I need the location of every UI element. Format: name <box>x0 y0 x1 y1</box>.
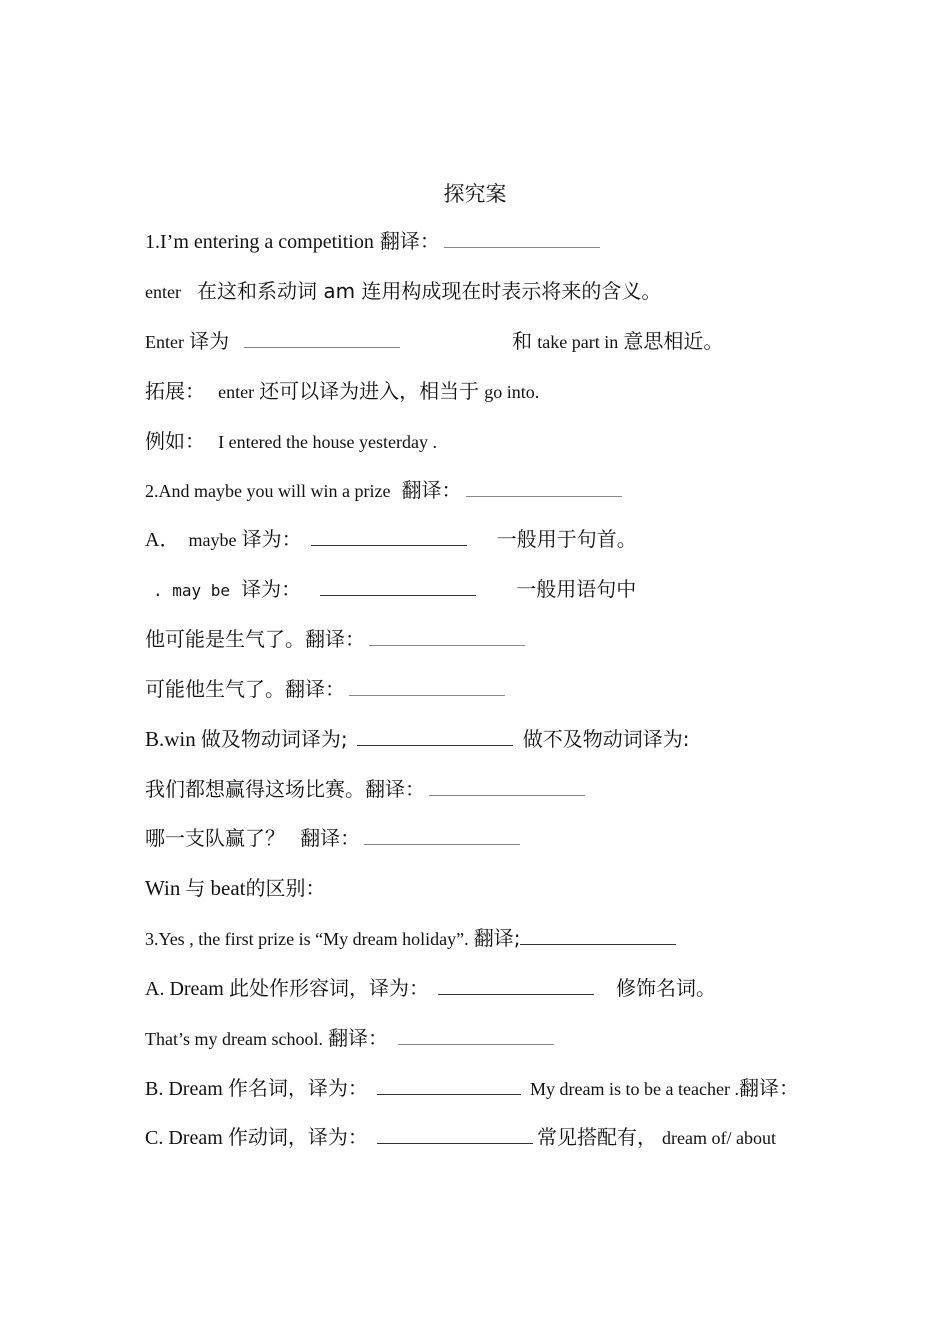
q2-sentence: 2.And maybe you will win a prize <box>145 481 391 501</box>
q3-c-text: 作动词，译为： <box>227 1125 368 1149</box>
q3-b-text: 作名词，译为： <box>227 1076 368 1100</box>
q3-a-line <box>145 973 716 1003</box>
q3-a-after: 修饰名词。 <box>616 976 717 1000</box>
q1-enter-translate: 译为 <box>189 329 230 353</box>
q2-ex4-question: 哪一支队赢了？ <box>145 826 285 850</box>
q2-a-maybe: maybe <box>188 530 237 550</box>
q1-enter-line <box>145 326 723 356</box>
q3-c-collocation: dream of/ about <box>662 1128 777 1148</box>
q3-a-label: A. Dream <box>145 978 224 1000</box>
q2-ex4-blank[interactable] <box>364 830 520 845</box>
q2-win-intrans: 做不及物动词译为: <box>522 727 690 751</box>
q2-b-translate: 译为： <box>241 577 302 601</box>
q2-ex1: 他可能是生气了。翻译： <box>145 627 365 651</box>
q1-sentence: 1.I’m entering a competition <box>145 231 374 253</box>
q1-note-line <box>145 276 661 306</box>
q1-translate-label: 翻译： <box>379 229 440 253</box>
q2-a-usage: 一般用于句首。 <box>496 527 637 551</box>
q2-b-blank[interactable] <box>320 581 476 596</box>
q2-ex4-line <box>145 823 524 853</box>
q2-ex1-line <box>145 624 529 654</box>
q2-win-label: B.win <box>145 727 196 751</box>
q2-win-beat-en2: beat <box>210 876 246 900</box>
q3-b-example-label: 翻译： <box>738 1076 799 1100</box>
q1-expand-line <box>145 376 539 406</box>
q2-a-line <box>145 524 637 554</box>
q2-ex1-blank[interactable] <box>369 631 525 646</box>
q3-a-example: That’s my dream school. <box>145 1029 323 1049</box>
q3-a-blank[interactable] <box>438 980 594 995</box>
q3-sentence: 3.Yes , the first prize is “My dream holiday”. <box>145 929 469 949</box>
q1-expand-enter: enter <box>218 382 255 402</box>
q2-b-line <box>145 574 636 604</box>
q2-win-trans-blank[interactable] <box>357 731 513 746</box>
q3-b-label: B. Dream <box>145 1078 223 1100</box>
q2-win-trans: 做及物动词译为; <box>200 727 348 751</box>
q3-a-text: 此处作形容词，译为： <box>228 976 429 1000</box>
q3-b-line <box>145 1073 799 1103</box>
q1-expand-label: 拓展： <box>145 379 205 403</box>
q3-c-blank[interactable] <box>377 1129 533 1144</box>
q2-ex2-line <box>145 674 509 704</box>
q2-ex2-blank[interactable] <box>349 681 505 696</box>
q1-note-enter: enter <box>145 282 181 302</box>
q3-c-after: 常见搭配有， <box>536 1125 657 1149</box>
q3-sentence-line <box>145 923 680 953</box>
q3-b-example: My dream is to be a teacher . <box>530 1079 739 1099</box>
q2-answer-blank[interactable] <box>466 482 622 497</box>
q2-ex2: 可能他生气了。翻译： <box>145 677 345 701</box>
q2-win-line <box>145 724 689 754</box>
q2-win-beat-line <box>145 873 326 903</box>
q2-ex4-label: 翻译： <box>300 826 361 850</box>
q3-c-line <box>145 1122 776 1152</box>
q1-similar-meaning: 意思相近。 <box>623 329 724 353</box>
q2-ex3-blank[interactable] <box>429 781 585 796</box>
q1-enter-blank[interactable] <box>244 333 400 348</box>
q1-enter-similar: 和 <box>512 329 533 353</box>
q1-sentence-line <box>145 226 604 256</box>
q3-answer-blank[interactable] <box>520 930 676 945</box>
q2-win-beat-en1: Win <box>145 876 181 900</box>
q3-c-label: C. Dream <box>145 1127 223 1149</box>
q1-example-line <box>145 426 437 456</box>
q1-enter-label: Enter <box>145 332 184 352</box>
q2-b-label: . may be <box>153 581 231 600</box>
q2-a-blank[interactable] <box>311 531 467 546</box>
q1-answer-blank[interactable] <box>444 233 600 248</box>
q2-ex3-line <box>145 774 589 804</box>
q3-a-example-blank[interactable] <box>398 1030 554 1045</box>
q1-note-meaning: 在这和系动词 am 连用构成现在时表示将来的含义。 <box>196 279 662 303</box>
q3-b-blank[interactable] <box>377 1080 521 1095</box>
q2-b-usage: 一般用语句中 <box>516 577 637 601</box>
q2-translate-label: 翻译： <box>401 478 462 502</box>
q1-go-into: go into. <box>484 382 540 402</box>
q3-a-example-line <box>145 1023 558 1053</box>
q3-a-example-label: 翻译： <box>328 1026 389 1050</box>
q2-sentence-line <box>145 475 626 505</box>
page-title: 探究案 <box>443 182 507 206</box>
q2-ex3: 我们都想赢得这场比赛。翻译： <box>145 777 425 801</box>
q1-example-label: 例如： <box>145 429 205 453</box>
q1-take-part-in: take part in <box>537 332 619 352</box>
q3-translate-label: 翻译; <box>473 926 521 950</box>
q2-a-label: A． <box>145 529 180 551</box>
q1-expand-text: 还可以译为进入，相当于 <box>259 379 480 403</box>
q2-win-beat-zh1: 与 <box>185 876 206 900</box>
q1-example-sentence: I entered the house yesterday . <box>218 432 438 452</box>
q2-a-translate: 译为： <box>241 527 302 551</box>
q2-win-beat-zh2: 的区别： <box>245 876 326 900</box>
